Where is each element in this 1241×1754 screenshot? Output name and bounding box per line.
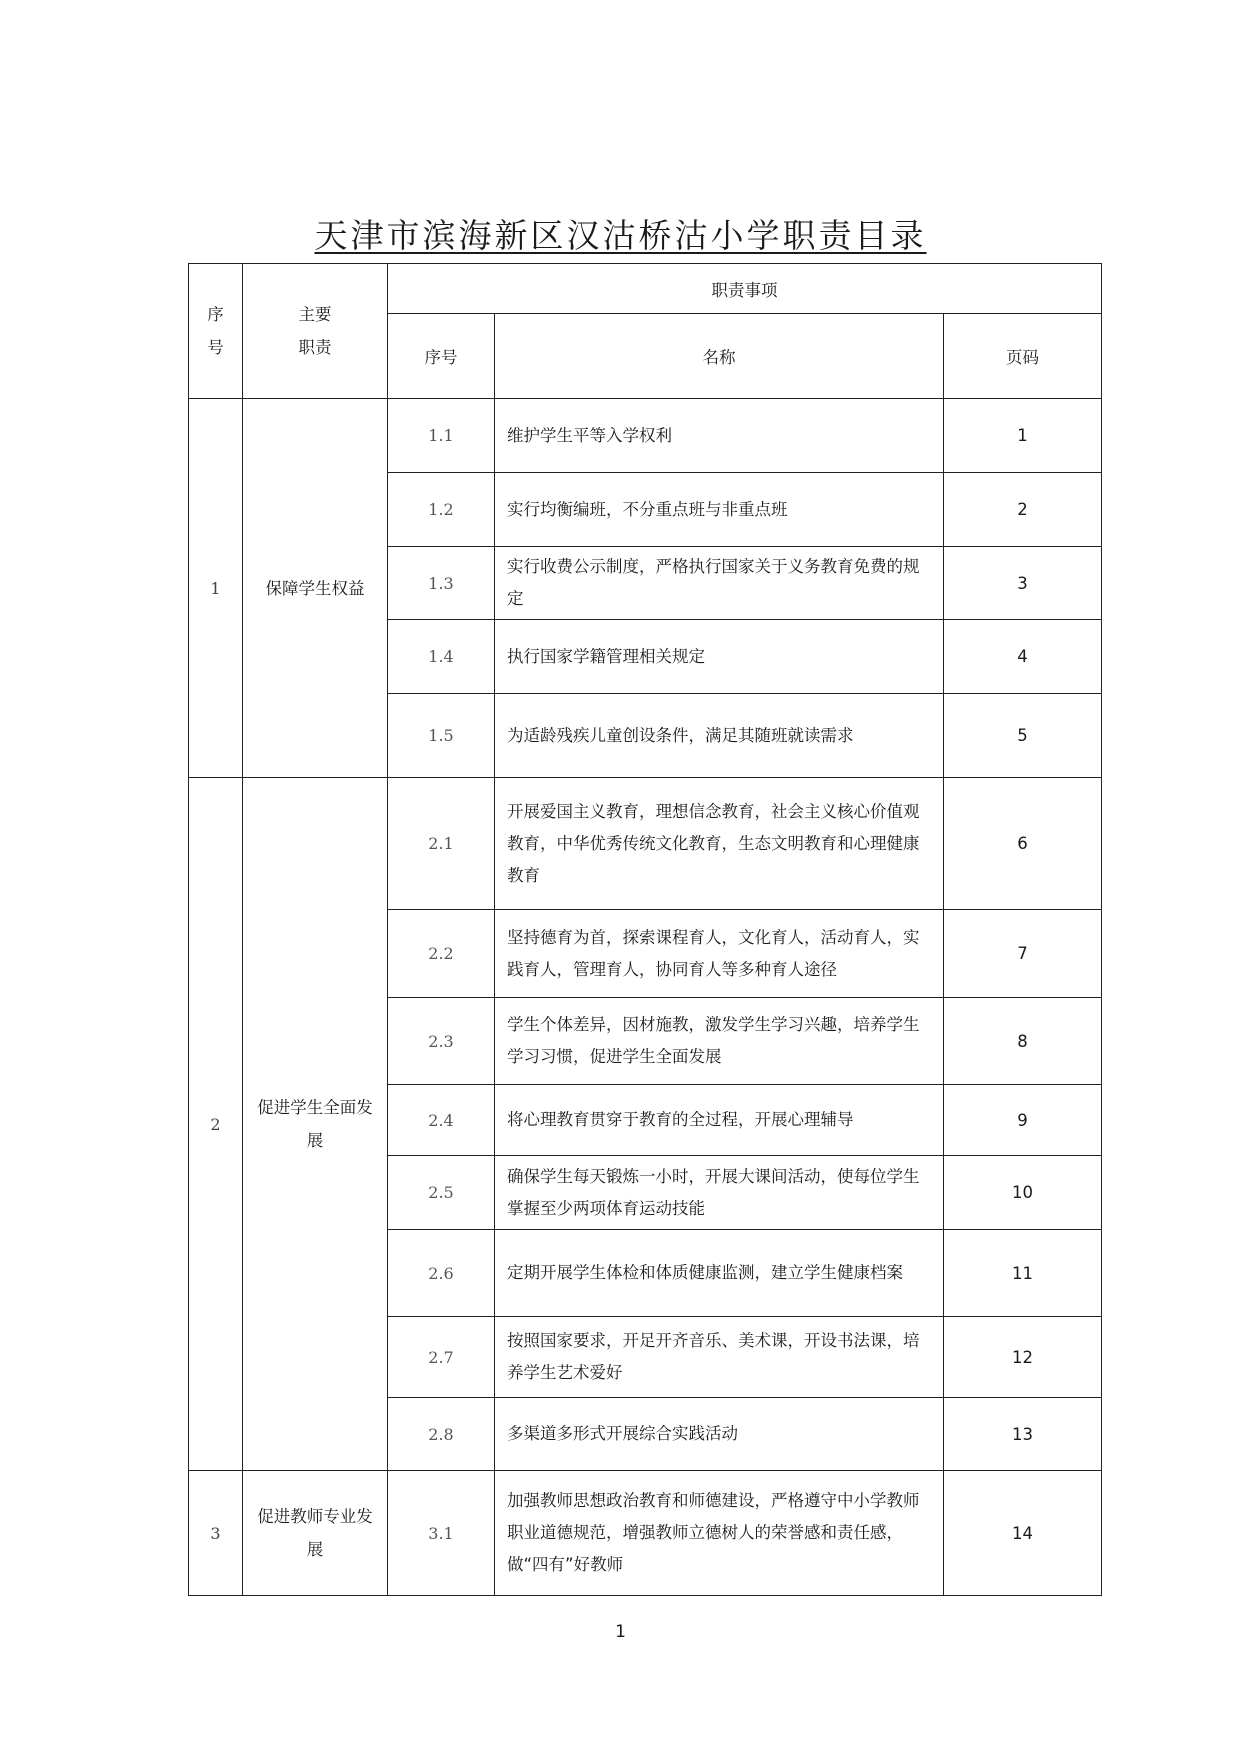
item-name: 加强教师思想政治教育和师德建设，严格遵守中小学教师职业道德规范，增强教师立德树人的荣誉感和责任感，做“四有”好教师 (495, 1471, 944, 1596)
item-page: 10 (944, 1156, 1102, 1230)
item-page: 6 (944, 778, 1102, 910)
item-seq: 2.7 (388, 1317, 495, 1398)
item-name: 将心理教育贯穿于教育的全过程，开展心理辅导 (495, 1085, 944, 1156)
header-name: 名称 (495, 314, 944, 399)
page-title (0, 210, 1241, 257)
item-name: 开展爱国主义教育，理想信念教育，社会主义核心价值观教育，中华优秀传统文化教育，生态文明教育和心理健康教育 (495, 778, 944, 910)
table-row (189, 778, 1102, 910)
item-seq: 2.1 (388, 778, 495, 910)
item-page: 11 (944, 1230, 1102, 1317)
item-name: 维护学生平等入学权利 (495, 399, 944, 473)
table-header (189, 264, 1102, 399)
item-name: 实行收费公示制度，严格执行国家关于义务教育免费的规定 (495, 547, 944, 620)
item-name: 按照国家要求，开足开齐音乐、美术课，开设书法课，培养学生艺术爱好 (495, 1317, 944, 1398)
group-seq: 2 (189, 778, 243, 1471)
item-page: 14 (944, 1471, 1102, 1596)
item-seq: 2.4 (388, 1085, 495, 1156)
group-main-duty: 保障学生权益 (243, 399, 388, 778)
item-name: 多渠道多形式开展综合实践活动 (495, 1398, 944, 1471)
group-main-duty: 促进教师专业发展 (243, 1471, 388, 1596)
header-page: 页码 (944, 314, 1102, 399)
item-page: 4 (944, 620, 1102, 694)
item-page: 3 (944, 547, 1102, 620)
item-name: 学生个体差异，因材施教，激发学生学习兴趣，培养学生学习习惯，促进学生全面发展 (495, 998, 944, 1085)
item-name: 实行均衡编班，不分重点班与非重点班 (495, 473, 944, 547)
group-main-duty: 促进学生全面发展 (243, 778, 388, 1471)
item-page: 8 (944, 998, 1102, 1085)
item-name: 坚持德育为首，探索课程育人，文化育人，活动育人，实践育人，管理育人，协同育人等多种育人途径 (495, 910, 944, 998)
item-page: 13 (944, 1398, 1102, 1471)
item-seq: 1.2 (388, 473, 495, 547)
item-seq: 2.8 (388, 1398, 495, 1471)
item-page: 7 (944, 910, 1102, 998)
header-main-duty: 主要 职责 (243, 264, 388, 399)
item-page: 1 (944, 399, 1102, 473)
item-name: 为适龄残疾儿童创设条件，满足其随班就读需求 (495, 694, 944, 778)
item-page: 2 (944, 473, 1102, 547)
page-number: 1 (615, 1622, 626, 1642)
item-seq: 2.5 (388, 1156, 495, 1230)
group-seq: 3 (189, 1471, 243, 1596)
item-seq: 1.4 (388, 620, 495, 694)
item-seq: 1.5 (388, 694, 495, 778)
table-row (189, 399, 1102, 473)
item-seq: 2.3 (388, 998, 495, 1085)
item-page: 5 (944, 694, 1102, 778)
group-seq: 1 (189, 399, 243, 778)
item-name: 确保学生每天锻炼一小时，开展大课间活动，使每位学生掌握至少两项体育运动技能 (495, 1156, 944, 1230)
table-body (189, 399, 1102, 1596)
item-name: 执行国家学籍管理相关规定 (495, 620, 944, 694)
item-seq: 2.2 (388, 910, 495, 998)
header-items-group: 职责事项 (388, 264, 1102, 314)
item-name: 定期开展学生体检和体质健康监测，建立学生健康档案 (495, 1230, 944, 1317)
duty-directory-table (188, 263, 1102, 1596)
item-seq: 1.3 (388, 547, 495, 620)
item-seq: 1.1 (388, 399, 495, 473)
item-seq: 2.6 (388, 1230, 495, 1317)
header-sub-seq: 序号 (388, 314, 495, 399)
item-seq: 3.1 (388, 1471, 495, 1596)
table-row (189, 1471, 1102, 1596)
item-page: 9 (944, 1085, 1102, 1156)
item-page: 12 (944, 1317, 1102, 1398)
page-title-text: 天津市滨海新区汉沽桥沽小学职责目录 (314, 216, 927, 255)
header-seq: 序 号 (189, 264, 243, 399)
